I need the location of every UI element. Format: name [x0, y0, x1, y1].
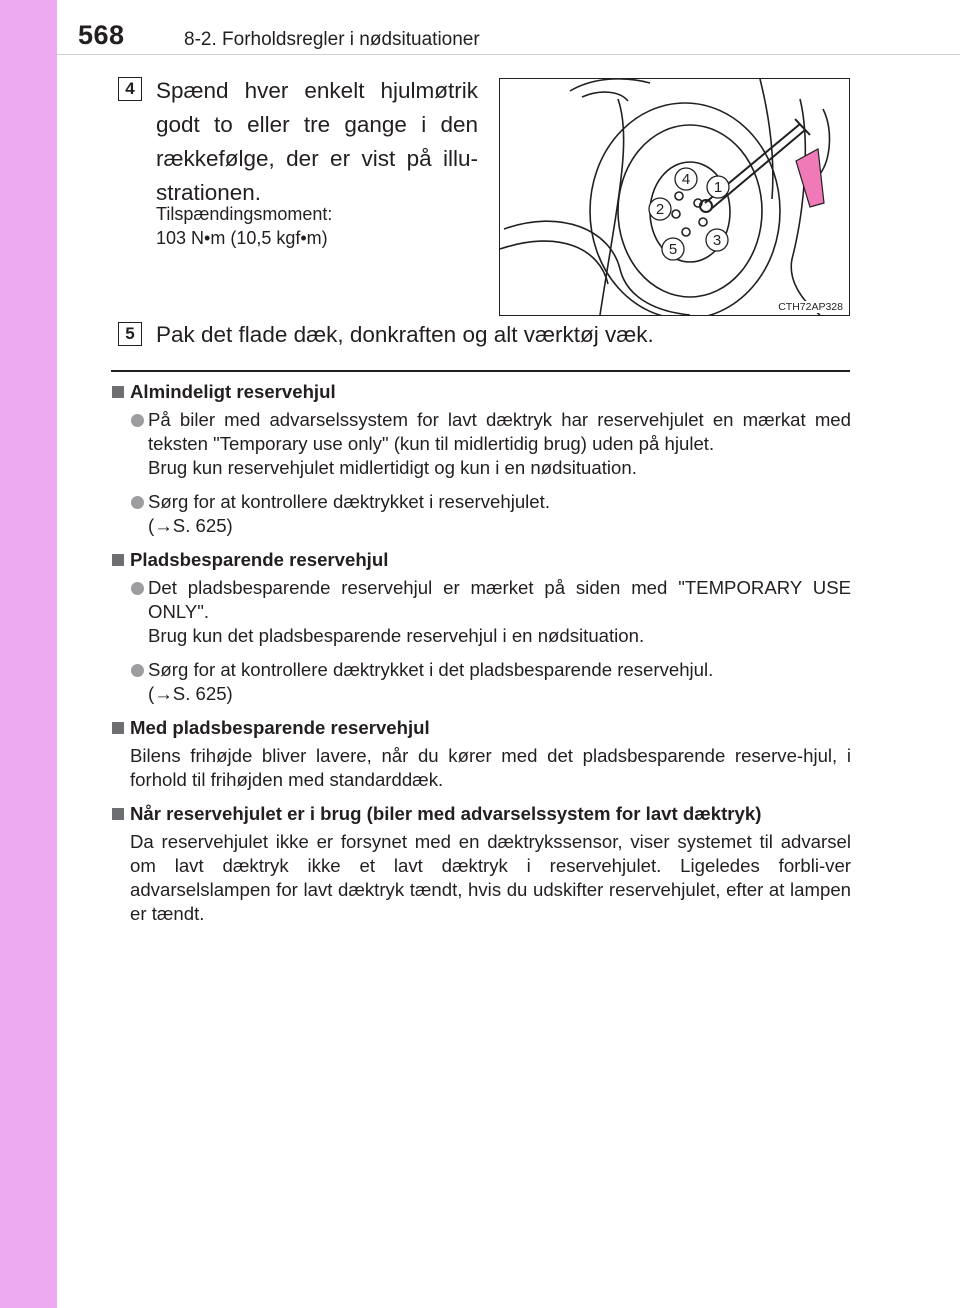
heading-text: Når reservehjulet er i brug (biler med advarselssystem for lavt dæktryk)	[130, 803, 762, 824]
bullet-line: På biler med advarselssystem for lavt dæktryk har reservehjulet en mærkat med teksten "Temporary use only" (kun til midlertidig brug) uden på hjulet.	[148, 409, 851, 454]
heading-square-icon	[112, 554, 124, 566]
bullet-line: Brug kun det pladsbesparende reservehjul i en nødsituation.	[148, 625, 645, 646]
step-5-badge: 5	[118, 322, 142, 346]
bullet-line: Sørg for at kontrollere dæktrykket i det pladsbesparende reservehjul.	[148, 659, 714, 680]
nut-order-label-3: 3	[712, 232, 722, 249]
heading-square-icon	[112, 722, 124, 734]
step-4-instruction: Spænd hver enkelt hjulmøtrik godt to eller tre gange i den rækkefølge, der er vist på illu-strationen.	[156, 78, 478, 205]
note-paragraph: Da reservehjulet ikke er forsynet med en dæktrykssensor, viser systemet til advarsel om lavt dæktryk ikke et lavt dæktryk i reservehjulet. Ligeledes forbli-ver advarselslampen for lavt dæktryk tændt, hvis du udskifter reservehjulet, efter at lampen er tændt.	[130, 831, 851, 924]
bullet-dot-icon	[131, 496, 144, 509]
torque-value: 103 N•m (10,5 kgf•m)	[156, 228, 328, 248]
torque-spec	[156, 202, 332, 250]
note-heading-spare-in-use	[111, 802, 851, 826]
nut-order-label-2: 2	[655, 201, 665, 218]
bullet-line: Brug kun reservehjulet midlertidigt og kun i en nødsituation.	[148, 457, 637, 478]
chapter-side-tab	[0, 0, 57, 1308]
heading-text: Pladsbesparende reservehjul	[130, 549, 389, 570]
page-number: 568	[78, 20, 125, 50]
bullet-dot-icon	[131, 414, 144, 427]
step-5-instruction: Pak det flade dæk, donkraften og alt værktøj væk.	[156, 322, 654, 347]
nut-order-label-4: 4	[681, 171, 691, 188]
heading-square-icon	[112, 808, 124, 820]
note-heading-compact-spare	[111, 548, 851, 572]
heading-text: Med pladsbesparende reservehjul	[130, 717, 430, 738]
header-divider	[57, 54, 960, 55]
nut-order-label-1: 1	[713, 179, 723, 196]
step-4-badge: 4	[118, 77, 142, 101]
notes-divider	[111, 370, 850, 372]
torque-label: Tilspændingsmoment:	[156, 204, 333, 224]
nut-order-label-5: 5	[668, 241, 678, 258]
notes-section	[111, 380, 851, 926]
bullet-dot-icon	[131, 664, 144, 677]
bullet-dot-icon	[131, 582, 144, 595]
note-bullet	[111, 490, 851, 538]
page-reference: (→S. 625)	[148, 683, 233, 704]
note-paragraph: Bilens frihøjde bliver lavere, når du kører med det pladsbesparende reserve-hjul, i forhold til frihøjden med standarddæk.	[130, 745, 851, 790]
heading-text: Almindeligt reservehjul	[130, 381, 336, 402]
illustration-code: CTH72AP328	[778, 301, 843, 313]
note-bullet	[111, 408, 851, 480]
wheel-nut-tightening-illustration	[499, 78, 850, 316]
chapter-title: 8-2. Forholdsregler i nødsituationer	[184, 29, 480, 50]
note-heading-standard-spare	[111, 380, 851, 404]
bullet-line: Sørg for at kontrollere dæktrykket i reservehjulet.	[148, 491, 550, 512]
heading-square-icon	[112, 386, 124, 398]
note-heading-with-compact-spare	[111, 716, 851, 740]
wheel-nut-sequence-drawing	[500, 79, 849, 315]
note-bullet	[111, 658, 851, 706]
bullet-line: Det pladsbesparende reservehjul er mærket på siden med "TEMPORARY USE ONLY".	[148, 577, 851, 622]
note-bullet	[111, 576, 851, 648]
page-reference: (→S. 625)	[148, 515, 233, 536]
